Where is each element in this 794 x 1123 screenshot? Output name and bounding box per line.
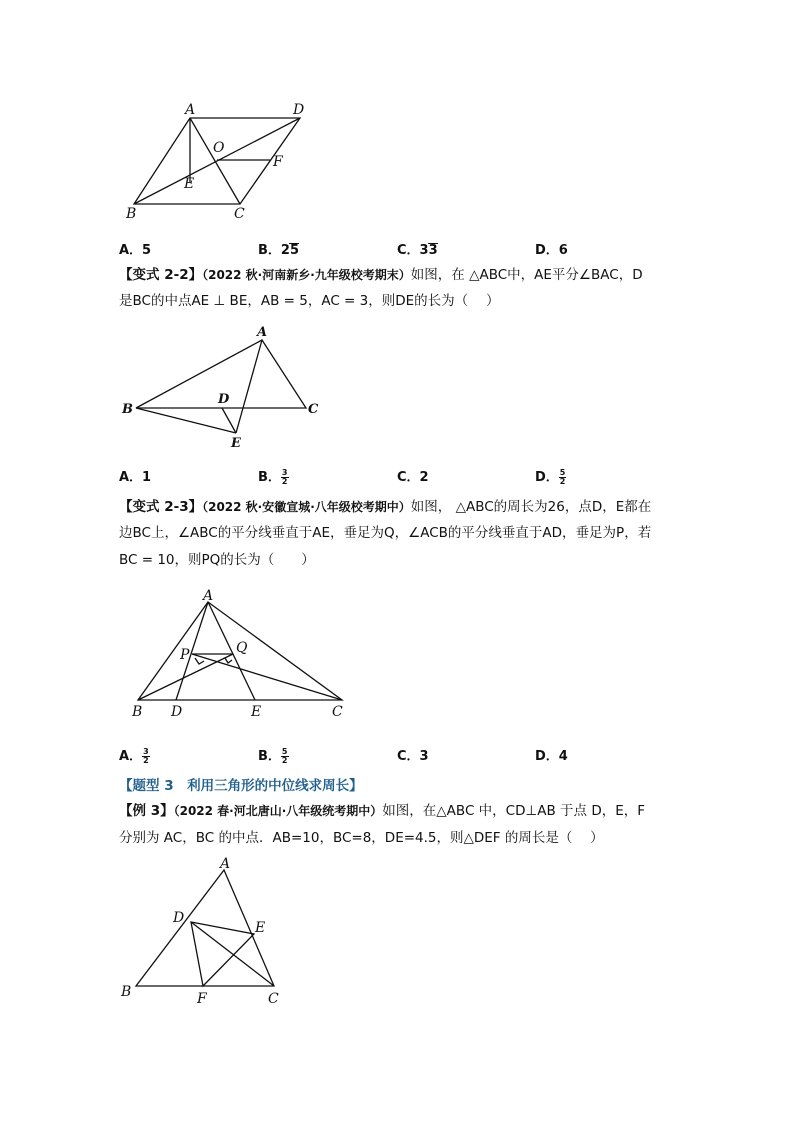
label-b: B — [122, 402, 133, 417]
label-q: Q — [236, 640, 248, 656]
triangle-abc — [136, 870, 274, 986]
right-angle-mark-q — [225, 658, 232, 663]
q2-option-c[interactable]: C．2 — [397, 470, 429, 485]
label-a: A — [203, 588, 214, 604]
label-c: C — [332, 704, 343, 720]
q3-line-3: BC = 10，则PQ的长为（ ） — [119, 552, 315, 568]
ex3-line-1: 【例 3】（2022 春·河北唐山·八年级统考期中）如图，在△ABC 中，CD⊥AB 于点 D，E，F — [119, 803, 646, 819]
label-d: D — [171, 704, 183, 720]
label-d: D — [218, 392, 230, 407]
q2-option-d[interactable]: D． $\frac{5}{2}$ — [535, 468, 566, 486]
label-o: O — [213, 140, 225, 156]
label-a: A — [220, 856, 231, 872]
q3-options — [119, 745, 679, 765]
sqrt-3: 3 — [428, 243, 438, 258]
label-p: P — [180, 647, 190, 663]
segment-cp — [192, 654, 342, 700]
label-b: B — [132, 704, 143, 720]
label-d: D — [293, 102, 305, 118]
segment-ae — [236, 340, 262, 433]
label-e: E — [251, 704, 262, 720]
label-f: F — [273, 154, 283, 170]
label-c: C — [308, 402, 319, 417]
figure-parallelogram — [120, 98, 320, 224]
q2-options — [119, 466, 679, 486]
q3-line-2: 边BC上，∠ABC的平分线垂直于AE，垂足为Q，∠ACB的平分线垂直于AD，垂足为P，若 — [119, 525, 652, 541]
label-c: C — [268, 991, 279, 1007]
q1-option-c[interactable]: C．33 — [397, 243, 438, 258]
label-c: C — [234, 206, 245, 222]
q2-line-1: 【变式 2-2】（2022 秋·河南新乡·九年级校考期末）如图，在 △ABC中，AE平分∠BAC，D — [119, 267, 643, 283]
section-heading: 【题型 3 利用三角形的中位线求周长】 — [119, 778, 363, 794]
figure-triangle-pq — [120, 588, 360, 724]
label-a: A — [257, 325, 268, 340]
q3-option-c[interactable]: C．3 — [397, 749, 429, 764]
q2-line-2: 是BC的中点AE ⊥ BE，AB = 5，AC = 3，则DE的长为（ ） — [119, 293, 500, 309]
q1-option-d[interactable]: D．6 — [535, 243, 568, 258]
q3-option-d[interactable]: D．4 — [535, 749, 568, 764]
label-a: A — [185, 102, 196, 118]
segment-ac — [190, 118, 240, 204]
label-e: E — [231, 436, 241, 451]
label-b: B — [126, 206, 137, 222]
q1-option-b[interactable]: B．25 — [258, 243, 300, 258]
q1-options — [119, 239, 679, 259]
label-d: D — [173, 910, 185, 926]
sqrt-5: 5 — [289, 243, 300, 258]
segment-be — [136, 408, 236, 433]
fraction-5-2: $\frac{5}{2}$ — [281, 747, 288, 765]
fraction-5-2: $\frac{5}{2}$ — [559, 468, 566, 486]
q2-option-a[interactable]: A．1 — [119, 470, 152, 485]
q3-line-1: 【变式 2-3】（2022 秋·安徽宣城·八年级校考期中）如图， △ABC的周长为26，点D，E都在 — [119, 499, 652, 515]
segment-ae — [208, 602, 255, 700]
label-f: F — [197, 991, 207, 1007]
ex3-line-2: 分别为 AC，BC 的中点．AB=10，BC=8，DE=4.5，则△DEF 的周长是（ ） — [119, 830, 604, 846]
right-angle-mark-p — [195, 658, 204, 664]
figure-triangle-abc-e — [120, 320, 330, 454]
segment-de — [222, 408, 236, 433]
q3-option-a[interactable]: A． $\frac{3}{2}$ — [119, 747, 149, 765]
figure-triangle-def — [118, 852, 298, 1012]
label-e: E — [184, 176, 195, 192]
q2-option-b[interactable]: B． $\frac{3}{2}$ — [258, 468, 288, 486]
fraction-3-2: $\frac{3}{2}$ — [281, 468, 288, 486]
label-b: B — [121, 984, 132, 1000]
triangle-def — [191, 922, 254, 986]
label-e: E — [255, 920, 266, 936]
q3-option-b[interactable]: B． $\frac{5}{2}$ — [258, 747, 288, 765]
fraction-3-2: $\frac{3}{2}$ — [143, 747, 149, 765]
q1-option-a[interactable]: A．5 — [119, 243, 152, 258]
